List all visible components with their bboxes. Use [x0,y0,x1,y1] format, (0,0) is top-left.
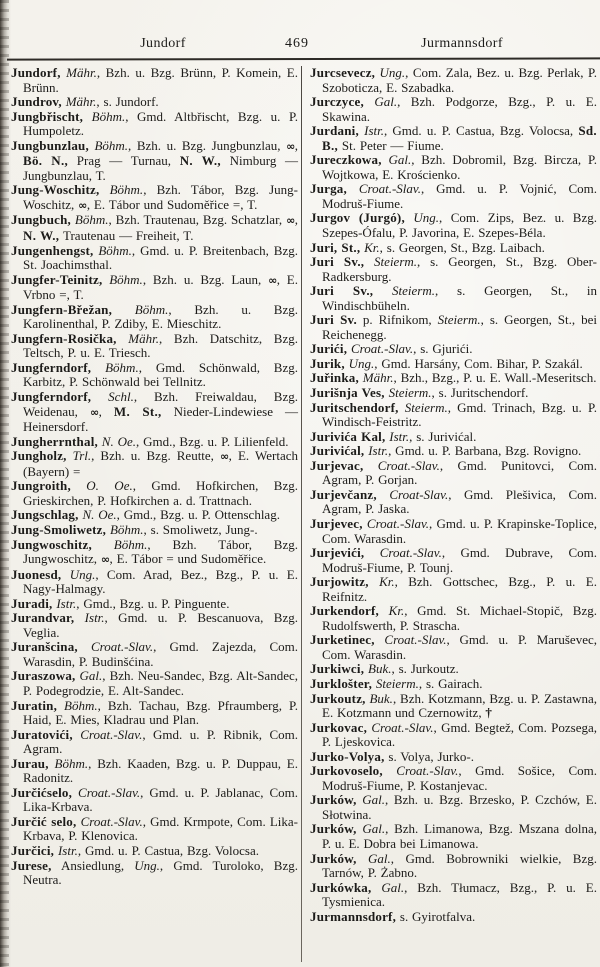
region-abbr: N. Oe. [78,507,117,523]
entry-text: , [98,403,114,419]
headword: Jurkendorf, [310,603,380,619]
region-abbr: Istr. [364,443,389,459]
region-abbr: Kr. [360,239,380,255]
headword: Jurčićselo, [11,784,73,800]
entry-text: , Bzh. u. Bzg. Reutte, [91,448,220,464]
gazetteer-entry [310,575,597,604]
entry-text: Ansiedlung, [51,857,135,873]
entry-text: , Gmd. u. P. Castua, Bzg. Volocsa. [77,842,259,858]
headword: Juratovići, [11,726,73,742]
entry-text: , Com. Zips, Bez. u. Bzg. Szepes-Ófalu, P. Javorina, E. Szepes-Béla. [322,210,597,241]
entry-text: , Bzh. Freiwaldau, Bzg. Weidenau, [23,389,298,419]
entry-text: , Gmd. u. P. Maruševec, Com. Warasdin. [322,632,597,662]
region-abbr: Ung. [375,66,406,80]
region-abbr: Gal. [356,850,391,866]
scan-edge-noise [0,0,9,967]
region-abbr: Böhm. [102,271,143,287]
region-abbr: Böhm. [112,301,169,317]
headword: Jurków, [310,850,357,866]
headword: Jundrov, [11,94,62,110]
entry-text: , s. Georgen, St., Bzg. Laibach. [379,239,545,255]
region-abbr: Croat.-Slav. [367,719,434,735]
headword: Juri Sv. [310,312,357,328]
headword: Jungholz, [11,448,67,464]
entry-text: , Gmd. Punitovci, Com. Agram, P. Gorjan. [322,457,597,488]
gazetteer-entry [11,728,298,757]
headword: Jurići, [310,341,348,357]
gazetteer-entry [11,538,298,568]
gazetteer-entry [310,662,597,677]
headword: Jurklošter, [310,675,373,691]
region-abbr: Schl. [91,389,134,405]
headword: Juri Sv., [310,283,374,299]
region-abbr: Trl. [66,448,92,464]
gazetteer-entry [310,692,597,721]
region-abbr: Kr. [379,603,405,619]
headword: Juratin, [11,697,58,713]
headword: Jurau, [11,755,49,771]
entry-text: , s. Smoliwetz, Jung-. [143,521,258,537]
headword: Jungroith, [11,478,71,494]
headword: Jurkoutz, [310,690,366,706]
entry-text: , Gmd., Bzg. u. P. Ottenschlag. [116,507,280,523]
entry-text: , s. Jurivićal. [409,428,477,444]
region-abbr: Steierm. [364,254,418,270]
gazetteer-entry [310,124,597,153]
headword: Juranšcina, [11,639,78,655]
gazetteer-entry [310,430,597,445]
region-abbr: Ung. [134,857,160,873]
running-header [0,36,600,54]
region-abbr: Böhm. [91,536,148,552]
entry-text: , Gmd. Zajezda, Com. Warasdin, P. Budinšćina. [23,639,298,669]
gazetteer-entry [310,357,597,372]
region-abbr: Steierm. [384,385,432,401]
entry-text: , Bzh. Tábor, Bzg. Jungwoschitz, [23,536,298,567]
gazetteer-entry [11,699,298,728]
region-abbr: Böhm. [83,108,126,124]
headword: Jurga, [310,181,347,197]
headword: Jungfer-Teinitz, [11,271,103,287]
headword: Jurivića Kal, [310,428,386,444]
entry-text: p. Rifnikom, [356,312,438,328]
headword: Jurketinec, [310,632,375,648]
gazetteer-entry [310,182,597,211]
headword: Juradi, [11,595,53,611]
gazetteer-entry [310,881,597,910]
gazetteer-entry [11,859,298,888]
gazetteer-entry [11,611,298,640]
headword: Jurdani, [310,123,359,139]
region-abbr: Buk. [365,690,393,706]
region-abbr: Böhm. [99,182,144,198]
gazetteer-entry [310,910,597,925]
entry-text: , Gmd. u. P. Ribnik, Com. Agram. [23,726,298,757]
region-abbr: Croat-Slav. [376,486,449,502]
entry-text: , Bzh. Datschitz, Bzg. Teltsch, P. u. E. Triesch. [23,330,298,361]
headword: Jurków, [310,792,357,808]
headword: Jungbuch, [11,212,71,228]
entry-text: Prag — Turnau, [68,153,180,169]
entry-text: , Gmd. Trinach, Bzg. u. P. Windisch-Feistritz. [322,399,597,430]
region-abbr: Croat.-Slav. [72,784,141,800]
gazetteer-entry [11,332,298,361]
headword: Jurandvar, [11,610,75,626]
region-abbr: Mähr. [358,370,394,386]
region-abbr: Ung. [404,210,440,226]
headword: Jurivićal, [310,443,365,459]
page-number: 469 [285,36,309,51]
headword: Jurjowitz, [310,574,369,590]
gazetteer-entry [11,95,298,110]
region-abbr: Istr. [74,610,105,626]
railway-abbr: Bö. N., [23,153,69,169]
gazetteer-entry [11,435,298,450]
post-horn-icon: ∞ [220,450,229,464]
headword: Jungenhengst, [11,242,94,258]
post-horn-icon: ∞ [89,405,99,419]
entry-text: , Bzh. Podgorze, Bzg., P. u. E. Skawina. [322,94,597,124]
gazetteer-entry [11,844,298,859]
post-horn-icon: ∞ [286,139,295,153]
gazetteer-entry [11,213,298,243]
region-abbr: Croat.-Slav. [76,813,143,829]
region-abbr: Böhm. [91,359,139,375]
gazetteer-entry [11,244,298,273]
headword: Jungbřischt, [11,108,84,124]
region-abbr: Steierm. [398,399,448,415]
headword: Jungschlag, [11,507,79,523]
railway-abbr: M. St., [113,403,162,419]
gazetteer-entry [310,66,597,95]
cross-icon: † [485,705,492,721]
gazetteer-entry [310,313,597,342]
gazetteer-entry [11,303,298,332]
entry-text: Nieder-Lindewiese — Heinersdorf. [23,403,298,435]
entry-text: , Gmd. St. Michael-Stopič, Bzg. Rudolfswerth, P. Strascha. [322,603,597,633]
entry-text: , Bzh. u. Bzg. Brünn, P. Komein, E. Brünn. [23,66,298,95]
entry-text: , Bzh. Kaaden, Bzg. u. P. Duppau, E. Radonitz. [23,755,299,786]
entry-text: , Gmd. Dubrave, Com. Modruš-Fiume, P. Tounj. [322,545,597,575]
gazetteer-entry [11,757,298,786]
region-abbr: Böhm. [88,137,129,153]
headword: Jurkovac, [310,719,368,735]
region-abbr: Böhm. [48,755,89,771]
gazetteer-entry [310,386,597,401]
entry-text: , Bzh. u. Bzg. Brzesko, P. Czchów, E. Słotwina. [322,792,597,822]
region-abbr: Croat.-Slav. [382,763,459,779]
entry-text: , s. Juritschendorf. [431,385,529,401]
headword: Jurcsevecz, [310,66,376,80]
gazetteer-entry [11,597,298,612]
header-rule [7,57,600,60]
headword: Jurjevac, [310,457,364,473]
region-abbr: Gal. [75,668,103,684]
gazetteer-entry [310,153,597,182]
headword: Jung-Smoliwetz, [11,521,107,537]
post-horn-icon: ∞ [268,273,277,287]
gazetteer-entry [310,401,597,430]
entry-text: , Bzh. Tłumacz, Bzg., P. u. E. Tysmienica. [322,879,597,910]
region-abbr: Gal. [371,879,405,895]
gazetteer-entry [11,449,298,479]
gazetteer-entry [310,95,597,124]
railway-abbr: N. W., [179,153,221,169]
region-abbr: Böhm. [93,242,132,258]
gazetteer-entry [11,815,298,844]
headword: Jurčić selo, [11,813,77,829]
entry-text: , Bzh. Trautenau, Bzg. Schatzlar, [108,212,287,228]
entry-text: , Gmd. Plešivica, Com. Agram, P. Jaska. [322,486,597,517]
gazetteer-entry [310,750,597,765]
headword: Juraszowa, [11,668,76,684]
railway-abbr: N. W., [23,228,60,244]
entry-text: Trautenau — Freiheit, T. [59,228,194,244]
headword: Jurjevići, [310,545,365,561]
region-abbr: Böhm. [70,212,109,228]
headword: Jurkovoselo, [310,763,383,779]
gazetteer-entry [310,546,597,575]
entry-text: , Gmd. Krmpote, Com. Lika-Krbava, P. Klenovica. [23,813,299,844]
headword: Juřinka, [310,370,359,386]
entry-text: , Gmd. u. P. Jablanac, Com. Lika-Krbava. [23,784,298,815]
entry-text: , Bzh. Tachau, Bzg. Pfraumberg, P. Haid, E. Mies, Kladrau und Plan. [23,697,298,728]
entry-text: , Gmd. u. P. Castua, Bzg. Volocsa, [383,123,579,139]
gazetteer-entry [310,371,597,386]
entry-text: s. Volya, Jurko-. [384,748,474,764]
entry-text: , [294,137,298,153]
entry-text: , Gmd. Sošice, Com. Modruš-Fiume, P. Kostanjevac. [322,763,597,793]
region-abbr: Gal. [381,152,412,168]
entry-text: , s. Georgen, St., in Windischbüheln. [322,283,597,313]
entry-text: , Bzh. Limanowa, Bzg. Mszana dolna, P. u. E. Dobra bei Limanowa. [322,821,597,851]
gazetteer-entry [11,640,298,669]
gazetteer-entry [310,284,597,313]
region-abbr: Istr. [52,595,77,611]
entry-text: St. Peter — Fiume. [338,137,444,153]
headword: Jungferndorf, [11,389,92,405]
region-abbr: Mähr. [61,94,97,110]
gazetteer-entry [310,211,597,240]
region-abbr: Steierm. [437,312,481,328]
region-abbr: Croat.-Slav. [346,181,421,197]
region-abbr: Kr. [368,574,395,590]
region-abbr: Croat.-Slav. [362,515,430,531]
headword: Jurko-Volya, [310,748,385,764]
entry-text: , s. Gairach. [418,675,483,691]
headword: Juonesd, [11,566,62,582]
gazetteer-entry [310,255,597,284]
gazetteer-entry [310,677,597,692]
entry-text: , Gmd. Harsány, Com. Bihar, P. Szakál. [374,355,583,371]
gazetteer-entry [310,342,597,357]
headword: Jurese, [11,857,52,873]
entry-text: , Gmd. Begtež, Com. Pozsega, P. Ljeskovica. [322,719,597,750]
headword: Jung-Woschitz, [11,182,100,198]
gazetteer-entry [310,459,597,488]
gazetteer-entry [11,669,298,698]
region-abbr: Gal. [363,94,398,110]
region-abbr: O. Oe. [70,478,133,494]
entry-text: , Gmd. Schönwald, Bzg. Karbitz, P. Schönwald bei Tellnitz. [23,359,298,390]
region-abbr: Steierm. [373,283,435,299]
headword: Jurjevec, [310,515,363,531]
headword: Jurišnja Ves, [310,385,385,401]
gazetteer-entry [310,721,597,750]
region-abbr: Croat.-Slav. [77,639,154,655]
headword: Jundorf, [11,66,61,80]
gazetteer-entry [11,139,298,184]
entry-text: , Bzh. Neu-Sandec, Bzg. Alt-Sandec, P. Podegrodzie, E. Alt-Sandec. [23,668,298,698]
region-abbr: Buk. [364,661,392,677]
headword: Jureczkowa, [310,152,382,168]
headword: Juri, St., [310,239,361,255]
entry-text: , Bzh. Gottschec, Bzg., P. u. E. Reifnitz. [322,574,597,604]
gazetteer-entry [11,273,298,303]
entry-text: , s. Jundorf. [96,94,159,110]
gazetteer-entry [310,793,597,822]
text-columns [11,66,597,962]
entry-text: , s. Georgen, St., bei Reichenegg. [322,312,597,342]
headword: Jurčici, [11,842,55,858]
entry-text: s. Gyirotfalva. [396,908,476,924]
headword: Juri Sv., [310,254,365,270]
entry-text: , Gmd. Hofkirchen, Bzg. Grieskirchen, P. Hofkirchen a. d. Trattnach. [23,478,298,508]
region-abbr: Böhm. [57,697,98,713]
entry-text: , Bzh. u. Bzg. Laun, [142,271,269,287]
gazetteer-entry [310,822,597,851]
gazetteer-entry [310,517,597,546]
headword: Jurgov (Jurgó), [310,210,405,226]
region-abbr: Ung. [61,566,96,582]
entry-text: , Bzh. u. Bzg. Karolinenthal, P. Zdiby, E. Mieschitz. [23,301,298,332]
entry-text: , Gmd. u. P. Breitenbach, Bzg. St. Joachimsthal. [23,242,298,273]
entry-text: , Gmd. Bobrowniki wielkie, Bzg. Tarnów, P. Żabno. [322,850,597,881]
entry-text: , Gmd. u. P. Krapinske-Toplice, Com. Warasdin. [322,515,597,546]
entry-text: , Gmd. Altbřischt, Bzg. u. P. Humpoletz. [23,108,298,139]
entry-text: , Bzh. Dobromil, Bzg. Bircza, P. Wojtkowa, E. Krościenko. [322,152,597,182]
entry-text: , Gmd., Bzg. u. P. Lilienfeld. [135,433,289,449]
entry-text: , Com. Zala, Bez. u. Bzg. Perlak, P. Szoboticza, E. Szabadka. [322,66,597,95]
entry-text: , Gmd. u. P. Barbana, Bzg. Rovigno. [388,443,582,459]
entry-text: , E. Tábor und Sudoměřice =, T. [86,196,258,212]
gazetteer-entry [310,604,597,633]
entry-text: , E. Tábor = und Sudoměřice. [109,551,267,567]
headword: Jurjevčanz, [310,486,377,502]
region-abbr: Croat.-Slav. [363,457,440,473]
gazetteer-entry [11,568,298,597]
right-column [302,66,597,962]
header-last-entry: Jurmannsdorf [421,36,503,51]
gazetteer-entry [11,183,298,213]
region-abbr: Mähr. [60,66,97,80]
region-abbr: Böhm. [106,521,144,537]
headword: Jungwoschitz, [11,536,92,552]
gazetteer-entry [310,488,597,517]
entry-text: , Gmd. u. P. Vojnić, Com. Modruš-Fiume. [322,181,597,211]
headword: Jurków, [310,821,357,837]
region-abbr: N. Oe. [97,433,136,449]
entry-text: , Bzh. Tábor, Bzg. Jung-Woschitz, [23,182,298,212]
region-abbr: Croat.-Slav. [364,545,442,561]
gazetteer-entry [310,633,597,662]
region-abbr: Steierm. [372,675,419,691]
gazetteer-entry [11,66,298,95]
gazetteer-entry [310,764,597,793]
gazetteer-entry [11,479,298,508]
headword: Jurkówka, [310,879,372,895]
headword: Jurkiwci, [310,661,365,677]
region-abbr: Croat.-Slav. [374,632,447,648]
headword: Jungherrnthal, [11,433,98,449]
entry-text: , Gmd. Turoloko, Bzg. Neutra. [23,857,298,888]
gazetteer-entry [310,241,597,256]
gazetteer-entry [310,852,597,881]
entry-text: , s. Gjurići. [413,341,473,357]
railway-abbr: Sd. B., [322,123,597,153]
entry-text: , Bzh. Kotzmann, Bzg. u. P. Zastawna, E. Kotzmann und Czernowitz, [322,690,597,721]
gazetteer-entry [11,390,298,435]
headword: Jungfern-Rosička, [11,330,117,346]
region-abbr: Mähr. [116,330,159,346]
entry-text: , s. Jurkoutz. [391,661,459,677]
left-column [11,66,301,962]
headword: Jurmannsdorf, [310,908,397,924]
post-horn-icon: ∞ [100,553,110,567]
headword: Jurczyce, [310,94,364,110]
region-abbr: Gal. [356,792,385,808]
headword: Jungferndorf, [11,359,92,375]
entry-text: , Gmd. u. P. Bescanuova, Bzg. Veglia. [23,610,298,640]
gazetteer-entry [11,508,298,523]
post-horn-icon: ∞ [78,198,87,212]
region-abbr: Croat.-Slav. [72,726,143,742]
headword: Juritschendorf, [310,399,399,415]
entry-text: Nimburg — Jungbunzlau, T. [23,153,298,183]
entry-text: , Bzh., Bzg., P. u. E. Wall.-Meseritsch. [393,370,597,386]
region-abbr: Croat.-Slav. [347,341,414,357]
entry-text: , Com. Arad, Bez., Bzg., P. u. E. Nagy-Halmagy. [23,566,298,597]
region-abbr: Ung. [344,355,375,371]
headword: Jungfern-Břežan, [11,301,113,317]
region-abbr: Istr. [385,428,410,444]
headword: Jurik, [310,355,345,371]
entry-text: , Gmd., Bzg. u. P. Pinguente. [76,595,230,611]
entry-text: , E. Vrbno =, T. [23,271,298,303]
gazetteer-entry [11,786,298,815]
region-abbr: Istr. [54,842,78,858]
gazetteer-entry [11,110,298,139]
entry-text: , [294,212,298,228]
region-abbr: Gal. [356,821,386,837]
gazetteer-entry [11,523,298,538]
entry-text: , s. Georgen, St., Bzg. Ober-Radkersburg. [322,254,597,284]
header-first-entry: Jundorf [140,36,186,51]
gazetteer-entry [310,444,597,459]
region-abbr: Istr. [358,123,384,139]
headword: Jungbunzlau, [11,137,89,153]
entry-text: , E. Wertach (Bayern) = [23,448,298,479]
post-horn-icon: ∞ [286,214,295,228]
gazetteer-entry [11,361,298,390]
entry-text: , Bzh. u. Bzg. Jungbunzlau, [128,137,287,153]
